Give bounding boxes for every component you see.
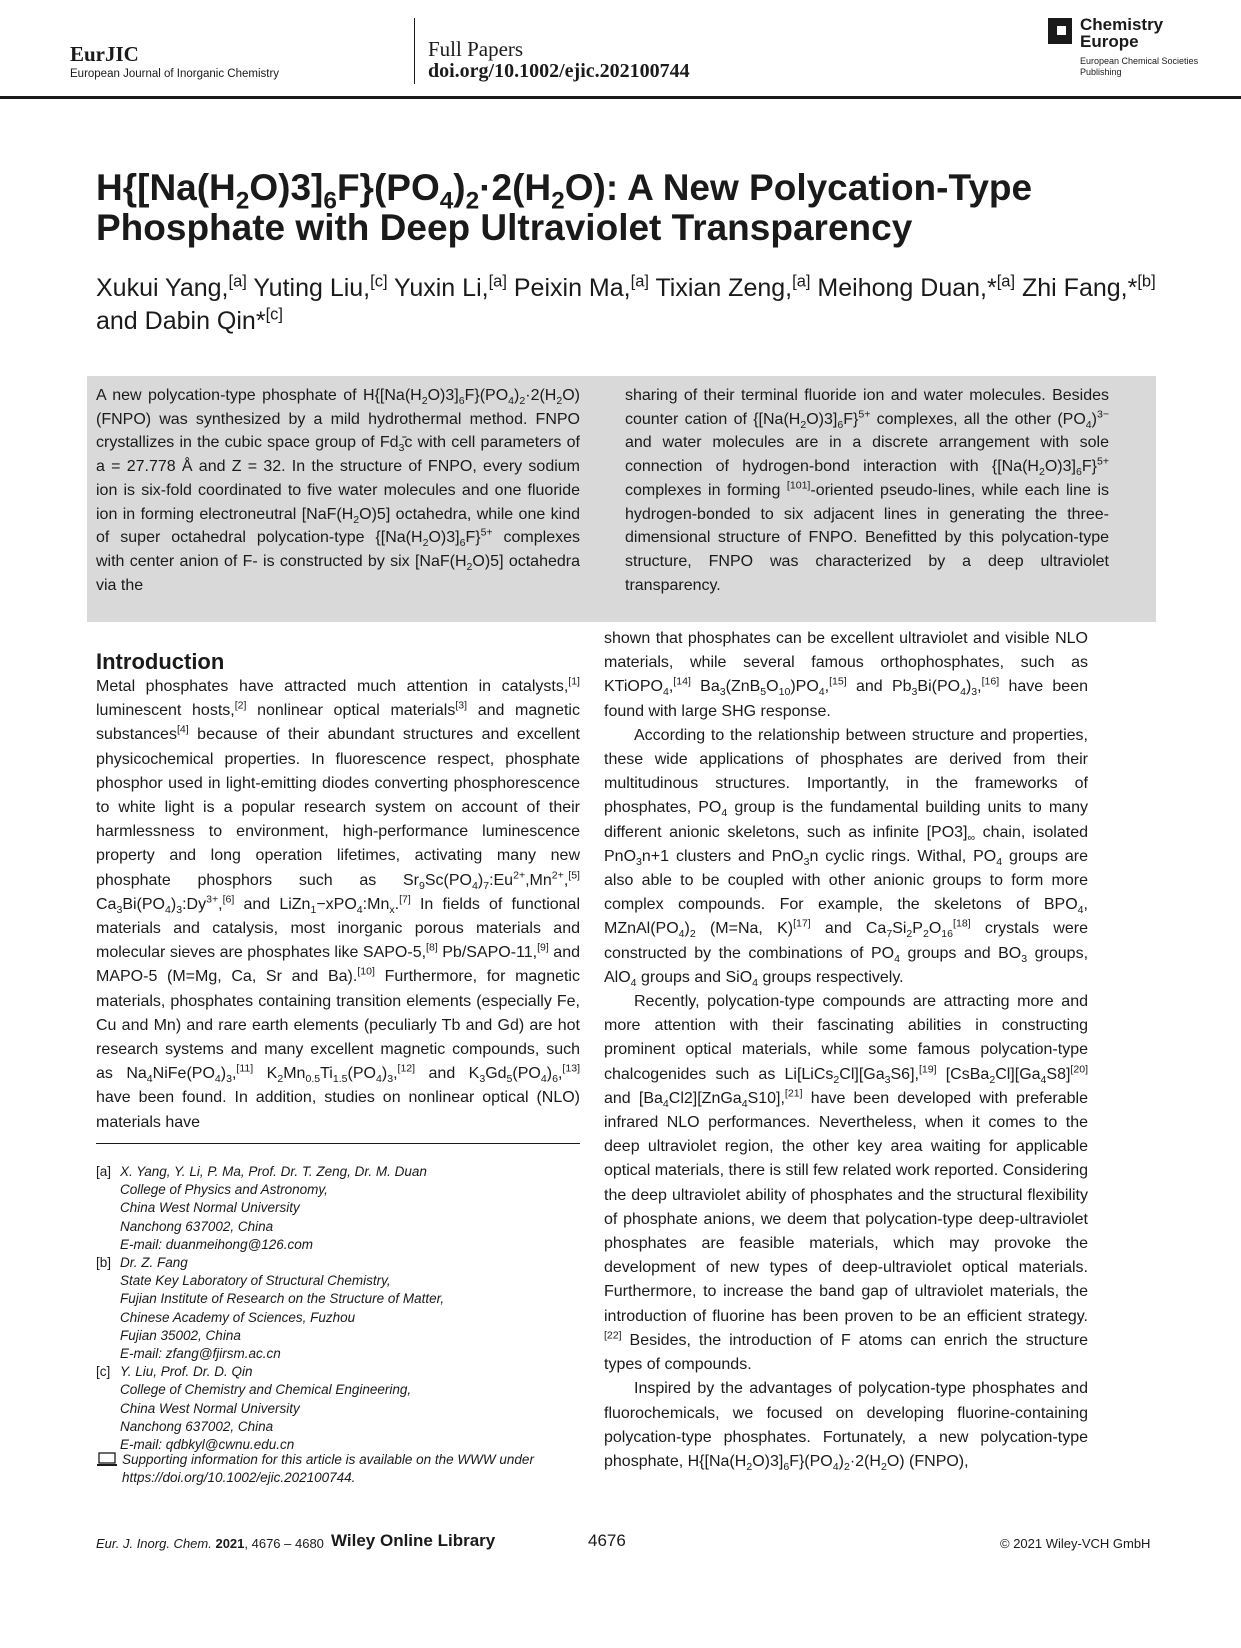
intro-paragraph-5: Inspired by the advantages of polycation-type phosphates and fluorochemicals, we focused on developing fluorine-containing polycation-type phosphates. Fortunately, a new polycation-type phosphate, $H\{[Na(H_2O)3]_6F\}(PO_4)_2\cdot 2(H_2O)$ (FNPO), xyxy=(604,1380,1088,1474)
journal-abbreviation: EurJIC xyxy=(70,42,139,66)
footnote-label: [a] xyxy=(96,1164,112,1179)
footer-journal: Eur. J. Inorg. Chem. xyxy=(96,1536,212,1551)
author-list: Xukui Yang,[a] Yuting Liu,[c] Yuxin Li,[a] Peixin Ma,[a] Tixian Zeng,[a] Meihong Duan,*[a] Zhi Fang,*[b] and Dabin Qin*[c] xyxy=(96,272,1156,335)
footer-citation xyxy=(96,1536,324,1551)
footnote-item xyxy=(96,1163,580,1254)
journal-full-name: European Journal of Inorganic Chemistry xyxy=(70,68,280,80)
doi-link[interactable]: doi.org/10.1002/ejic.202100744 xyxy=(428,60,690,82)
abstract-left-column: A new polycation-type phosphate of $H\{[Na(H_2O)3]_6F\}(PO_4)_2\cdot 2(H_2O)$ (FNPO) was synthesized by a mild hydrothermal method. FNPO crystallizes in the cubic space group of $Fd_3̄c$ with cell parameters of a = 27.778 Å and Z = 32. In the structure of FNPO, every sodium ion is six-fold coordinated to five water molecules and one fluoride ion in forming electroneutral $[NaF(H_2O)5]$ octahedra, while one kind of super octahedral polycation-type $\{[Na(H_2O)3]_6F\}^{5+}$ complexes with center anion of F- is constructed by six $[NaF(H_2O)5]$ octahedra via the xyxy=(96,387,581,594)
section-label: Full Papers xyxy=(428,37,524,61)
footnote-text: Dr. Z. Fang State Key Laboratory of Structural Chemistry, Fujian Institute of Research on the Structure of Matter, Chinese Academy of Sciences, Fuzhou Fujian 35002, China E-mail: zfang@fjirsm.ac.cn xyxy=(120,1255,445,1362)
footer-year: 2021 xyxy=(215,1536,245,1551)
abstract-right-column: sharing of their terminal fluoride ion and water molecules. Besides counter cation of $\{[Na(H_2O)3]_6F\}^{5+}$ complexes, all the other $(PO_4)^{3-}$ and water molecules are in a discrete arrangement with sole connection of hydrogen-bond interaction with $\{[Na(H_2O)3]_6F\}^{5+}$ complexes in forming [101]-oriented pseudo-lines, while each line is hydrogen-bonded to six adjacent lines in generating the three-dimensional structure of FNPO. Benefitted by this polycation-type structure, FNPO was characterized by a deep ultraviolet transparency. xyxy=(625,387,1109,594)
page-number: 4676 xyxy=(588,1531,626,1550)
publisher-name: Chemistry Europe xyxy=(1080,15,1164,51)
header-rule xyxy=(0,96,1241,99)
copyright: © 2021 Wiley-VCH GmbH xyxy=(1000,1536,1151,1551)
intro-paragraph-2: shown that phosphates can be excellent ultraviolet and visible NLO materials, while several famous orthophosphates, such as KTiOPO$_4$,[14] $Ba_3(ZnB_5O_{10})PO_4,[15]$ and $Pb_3Bi(PO_4)_3,[16]$ have been found with large SHG response. xyxy=(604,630,1089,720)
footnote-text: Y. Liu, Prof. Dr. D. Qin College of Chemistry and Chemical Engineering, China West Normal University Nanchong 637002, China E-mail: qdbkyl@cwnu.edu.cn xyxy=(120,1364,412,1453)
section-heading-introduction: Introduction xyxy=(96,649,225,674)
footnote-text: X. Yang, Y. Li, P. Ma, Prof. Dr. T. Zeng, Dr. M. Duan College of Physics and Astronomy, China West Normal University Nanchong 637002, China E-mail: duanmeihong@126.com xyxy=(120,1164,427,1252)
supporting-info-text: Supporting information for this article is available on the WWW under https://doi.org/10.1002/ejic.202100744. xyxy=(122,1452,534,1486)
footnote-rule xyxy=(96,1143,580,1144)
publisher-subtitle: European Chemical Societies Publishing xyxy=(1080,56,1199,77)
footnote-item xyxy=(96,1254,580,1363)
affiliation-footnotes xyxy=(96,1163,580,1454)
footnote-label: [c] xyxy=(96,1364,111,1380)
footnote-label: [b] xyxy=(96,1255,112,1271)
intro-paragraph-1: Metal phosphates have attracted much attention in catalysts,[1] luminescent hosts,[2] nonlinear optical materials[3] and magnetic substances[4] because of their abundant structures and excellent physicochemical properties. In fluorescence respect, phosphate phosphor used in light-emitting diodes converting phosphorescence to white light is a popular research system on account of their harmlessness to environment, high-performance luminescence property and long operation lifetimes, activating many new phosphate phosphors such as $Sr_9Sc(PO_4)_7:Eu^{2+},Mn^{2+},[5]$ $Ca_3Bi(PO_4)_3:Dy^{3+},[6]$ and $LiZn_1-xPO_4:Mn_x.[7]$ In fields of functional materials and catalysis, most inorganic porous materials and molecular sieves are phosphates like SAPO-5,[8] Pb/SAPO-11,[9] and MAPO-5 (M=Mg, Ca, Sr and Ba).[10] Furthermore, for magnetic materials, phosphates containing transition elements (especially Fe, Cu and Mn) and rare earth elements (peculiarly Tb and Gd) are hot research systems and many excellent magnetic compounds, such as $Na_4NiFe(PO_4)_3,[11]$ $K_2Mn_{0.5}Ti_{1.5}(PO_4)_3,[12]$ and $K_3Gd_5(PO_4)_6,[13]$ have been found. In addition, studies on nonlinear optical (NLO) materials have xyxy=(96,675,581,1131)
intro-paragraph-4: Recently, polycation-type compounds are attracting more and more attention with their fascinating abilities in constructing prominent optical materials, while some famous polycation-type chalcogenides such as $Li[LiCs_2Cl][Ga_3S6],[19]$ $[CsBa_2Cl][Ga_4S8][20]$ and $[Ba_4Cl2][ZnGa_4S10],[21]$ have been developed with preferable infrared NLO performances. Nevertheless, when it comes to the deep ultraviolet region, the other key area waiting for applicable optical materials, there is still few related work reported. Considering the deep ultraviolet ability of phosphates and the structural flexibility of phosphate anions, we deem that polycation-type deep-ultraviolet phosphates are feasible materials, which may provoke the development of new types of deep-ultraviolet optical materials. Furthermore, to increase the band gap of ultraviolet materials, the introduction of fluorine has been proven to be an efficient strategy.[22] Besides, the introduction of F atoms can enrich the structure types of compounds. xyxy=(604,993,1089,1374)
intro-paragraph-3: According to the relationship between structure and properties, these wide applications of phosphates are derived from their multitudinous structures. Importantly, in the frameworks of phosphates, $PO_4$ group is the fundamental building units to many different anionic skeletons, such as infinite $[PO3]_\infty$ chain, isolated PnO$_3$n+1 clusters and PnO$_3$n cyclic rings. Withal, $PO_4$ groups are also able to be coupled with other anionic groups to form more complex compounds. For example, the skeletons of $BPO_4$, $MZnAl(PO_4)_2$ (M=Na, K)[17] and $Ca_7Si_2P_2O_{16}[18]$ crystals were constructed by the combinations of $PO_4$ groups and $BO_3$ groups, AlO$_4$ groups and SiO$_4$ groups respectively. xyxy=(604,726,1089,990)
footnote-item xyxy=(96,1363,580,1454)
footer-pages: , 4676 – 4680 xyxy=(244,1536,324,1551)
header-separator xyxy=(414,18,415,84)
supporting-info-note xyxy=(96,1451,580,1487)
computer-icon xyxy=(96,1452,118,1467)
paper-title: $H\{[Na(H_2O)3]_6F\}(PO_4)_2\cdot 2(H_2O)$: A New Polycation-Type Phosphate with Deep Ultraviolet Transparency xyxy=(96,167,1033,248)
wiley-online-library-link[interactable]: Wiley Online Library xyxy=(331,1531,496,1550)
intro-left-column xyxy=(96,675,580,1135)
intro-right-column xyxy=(604,627,1088,1474)
chemistry-europe-logo-icon xyxy=(1048,18,1072,44)
